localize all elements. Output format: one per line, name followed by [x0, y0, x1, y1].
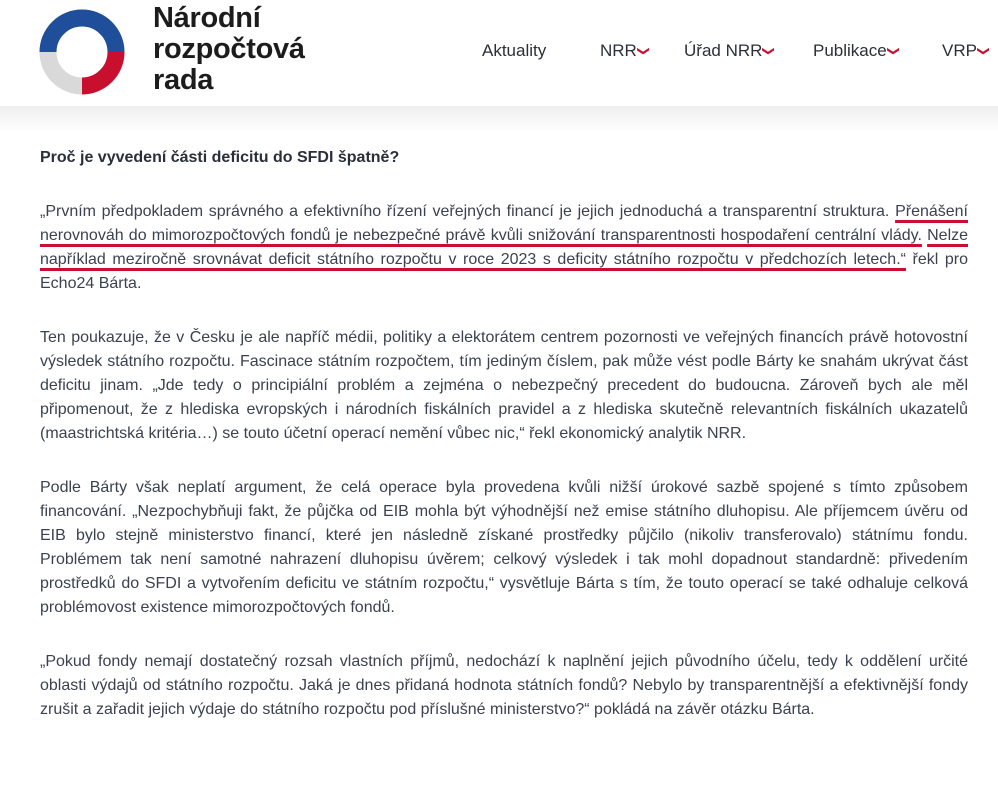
header-shadow [0, 106, 998, 132]
paragraph-1-start: „Prvním předpokladem správného a efektivního řízení veřejných financí je jejich jednoduchá a transparentní struktura. [40, 203, 896, 220]
article-heading: Proč je vyvedení části deficitu do SFDI špatně? [40, 149, 400, 166]
nav-label: Úřad NRR [684, 41, 763, 60]
chevron-down-icon: ❯ [636, 45, 651, 57]
nav-label: VRP [942, 41, 977, 60]
nav-item-publikace[interactable] [813, 41, 899, 61]
nrr-logo-icon[interactable] [39, 9, 125, 95]
site-logo-text[interactable] [153, 3, 305, 96]
highlighted-quote-2: Nelze například meziročně srovnávat deficit státního rozpočtu v roce 2023 s deficity státního rozpočtu v předchozích letech.“ [40, 227, 969, 268]
paragraph-3: Podle Bárty však neplatí argument, že celá operace byla provedena kvůli nižší úrokové sazbě spojené s tímto způsobem financování. „Nezpochybňuji fakt, že půjčka od EIB mohla být výhodnější než emise státního dluhopisu. Ale příjemcem úvěru od EIB bylo stejně ministerstvo financí, které jen následně získané prostředky půjčilo (nikoliv transferovalo) státnímu fondu. Problémem tak není samotné nahrazení dluhopisu úvěrem; celkový výsledek i tak mohl dopadnout standardně: přivedením prostředků do SFDI a vytvořením deficitu ve státním rozpočtu,“ vysvětluje Bárta s tím, že touto operací se také odhaluje celková problémovost existence mimorozpočtových fondů. [40, 479, 968, 616]
nav-label: Aktuality [482, 41, 547, 60]
site-header [0, 0, 998, 107]
logo-line-3: rada [153, 64, 214, 96]
article-body [40, 146, 968, 752]
nav-item-nrr[interactable] [600, 41, 649, 61]
chevron-down-icon: ❯ [886, 45, 901, 57]
nav-label: Publikace [813, 41, 887, 60]
highlighted-quote-1: Přenášení nerovnováh do mimorozpočtových fondů je nebezpečné právě kvůli snižování transparentnosti hospodaření centrální vlády. [40, 203, 968, 244]
logo-line-1: Národní [153, 2, 261, 34]
nav-item-vrp[interactable] [942, 41, 989, 61]
nav-item-urad-nrr[interactable] [684, 41, 777, 61]
paragraph-2: Ten poukazuje, že v Česku je ale napříč médii, politiky a elektorátem centrem pozornosti ve veřejných financích právě hotovostní výsledek státního rozpočtu. Fascinace státním rozpočtem, tím jediným číslem, pak může vést podle Bárty ke snahám ukrývat část deficitu jinam. „Jde tedy o principiální problém a zejména o nebezpečný precedent do budoucna. Zároveň bych ale měl připomenout, že z hlediska evropských i národních fiskálních pravidel a z hlediska skutečně relevantních fiskálních ukazatelů (maastrichtská kritéria…) se touto účetní operací nemění vůbec nic,“ řekl ekonomický analytik NRR. [40, 329, 968, 442]
nav-item-aktuality[interactable] [482, 41, 546, 61]
chevron-down-icon: ❯ [762, 45, 777, 57]
chevron-down-icon: ❯ [977, 45, 991, 57]
paragraph-4: „Pokud fondy nemají dostatečný rozsah vlastních příjmů, nedochází k naplnění jejich původního účelu, tedy k oddělení určité oblasti výdajů od státního rozpočtu. Jaká je dnes přidaná hodnota státních fondů? Nebylo by transparentnější a efektivnější fondy zrušit a zařadit jejich výdaje do státního rozpočtu pod příslušné ministerstvo?“ pokládá na závěr otázku Bárta. [40, 653, 968, 718]
paragraph-1 [40, 200, 968, 296]
nav-label: NRR [600, 41, 637, 60]
paragraph-1-end: řekl pro Echo24 Bárta. [40, 251, 968, 292]
logo-line-2: rozpočtová [153, 33, 305, 65]
